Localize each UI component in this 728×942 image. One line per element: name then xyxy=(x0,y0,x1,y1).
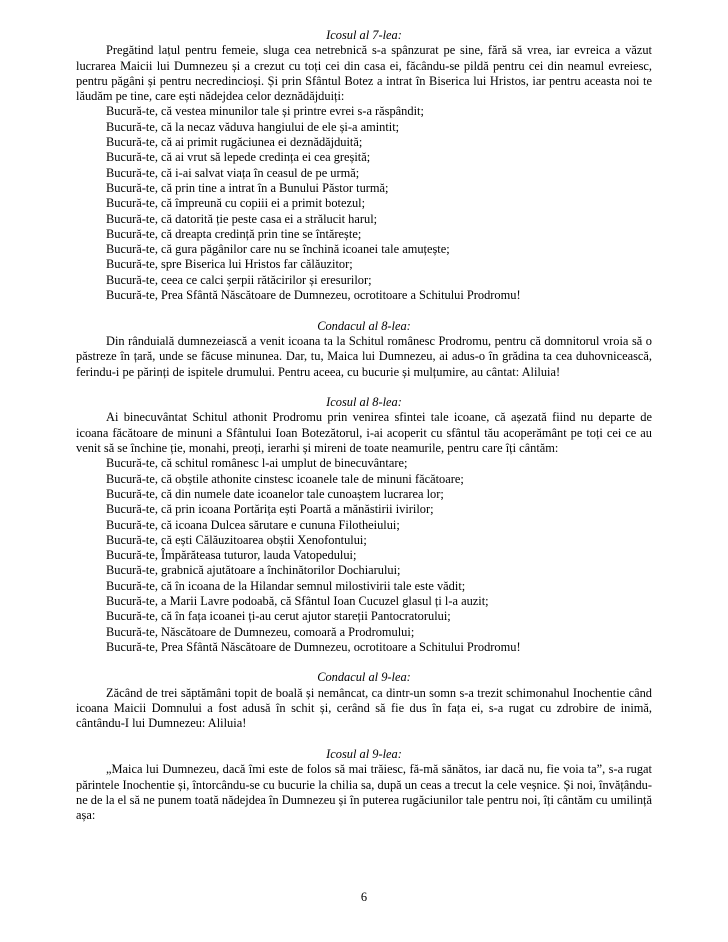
salutation-line: Bucură-te, grabnică ajutătoare a închinătorilor Dochiarului; xyxy=(106,563,401,578)
salutation-line: Bucură-te, că schitul românesc l-ai umplut de binecuvântare; xyxy=(106,456,408,471)
salutation-line: Bucură-te, că datorită ție peste casa ei a strălucit harul; xyxy=(106,211,378,226)
salutation-line: Bucură-te, a Marii Lavre podoabă, că Sfântul Ioan Cucuzel glasul ți l-a auzit; xyxy=(106,593,489,608)
section-heading: Icosul al 7-lea: xyxy=(326,28,402,42)
salutation-line: Bucură-te, că gura păgânilor care nu se închină icoanei tale amuțește; xyxy=(106,242,450,257)
salutation-line: Bucură-te, că dreapta credință prin tine se întărește; xyxy=(106,226,362,241)
section-condac-8 xyxy=(76,319,652,380)
section-icos-8 xyxy=(76,395,652,655)
salutation-line: Bucură-te, că prin tine a intrat în a Bunului Păstor turmă; xyxy=(106,180,389,195)
salutation-line: Bucură-te, că i-ai salvat viața în ceasul de pe urmă; xyxy=(106,165,360,180)
salutation-line: Bucură-te, că la necaz văduva hangiului de ele și-a amintit; xyxy=(106,119,400,134)
salutation-line: Bucură-te, Prea Sfântă Născătoare de Dumnezeu, ocrotitoare a Schitului Prodromu! xyxy=(106,288,521,303)
salutation-line: Bucură-te, Prea Sfântă Născătoare de Dumnezeu, ocrotitoare a Schitului Prodromu! xyxy=(106,639,521,654)
section-heading: Condacul al 9-lea: xyxy=(317,670,411,685)
section-gap xyxy=(76,732,652,747)
salutation-line: Bucură-te, că ai primit rugăciunea ei deznădăjduită; xyxy=(106,135,363,150)
section-gap xyxy=(76,303,652,318)
salutation-line: Bucură-te, că ești Călăuzitoarea obștii Xenofontului; xyxy=(106,532,367,547)
section-paragraph: Ai binecuvântat Schitul athonit Prodromu prin venirea sfintei tale icoane, că așezată fiind nu departe de icoana făcătoare de minuni a Sfântului Ioan Botezătorul, i-ai acoperit cu sfântul tău acoperământ pe toți cei ce au venit să se închine ție, monahi, preoți, ierarhi și mireni de toate neamurile, pentru care îți cântăm: xyxy=(76,410,652,456)
salutation-line: Bucură-te, că vestea minunilor tale și printre evrei s-a răspândit; xyxy=(106,104,424,119)
salutation-line: Bucură-te, ceea ce calci șerpii rătăcirilor și eresurilor; xyxy=(106,272,372,287)
section-heading: Icosul al 9-lea: xyxy=(326,746,402,761)
salutation-line: Bucură-te, că din numele date icoanelor tale cunoaștem lucrarea lor; xyxy=(106,486,444,501)
section-gap xyxy=(76,380,652,395)
salutation-line: Bucură-te, că ai vrut să lepede credința ei cea greșită; xyxy=(106,150,371,165)
section-condac-9 xyxy=(76,670,652,731)
section-icos-9 xyxy=(76,747,652,823)
salutation-line: Bucură-te, Împărăteasa tuturor, lauda Vatopedului; xyxy=(106,548,357,563)
salutation-line: Bucură-te, că împreună cu copiii ei a primit botezul; xyxy=(106,196,366,211)
page-number: 6 xyxy=(360,890,368,904)
section-paragraph: „Maica lui Dumnezeu, dacă îmi este de folos să mai trăiesc, fă-mă sănătos, iar dacă nu, fie voia ta”, s-a rugat părintele Inochentie și, întorcându-se cu bucurie la chilia sa, după un ceas a trecut la cele veșnice. Și noi, învățându-ne de la el să ne punem toată nădejdea în Dumnezeu și în puterea rugăciunilor tale pentru noi, îți cântăm cu umilință așa: xyxy=(76,762,652,823)
salutation-line: Bucură-te, spre Biserica lui Hristos far călăuzitor; xyxy=(106,257,353,272)
section-icos-7 xyxy=(76,28,652,303)
salutation-line: Bucură-te, că icoana Dulcea sărutare e cununa Filotheiului; xyxy=(106,517,400,532)
section-gap xyxy=(76,655,652,670)
section-paragraph: Pregătind lațul pentru femeie, sluga cea netrebnică s-a spânzurat pe sine, fără să vrea, iar evreica a văzut lucrarea Maicii lui Dumnezeu și a crezut cu toți cei din casa ei, făcându-se pildă pentru cei din neamul evreiesc, pentru păgâni și pentru necredincioși. Și prin Sfântul Botez a intrat în Biserica lui Hristos, iar pentru aceasta noi te lăudăm pe tine, care ești nădejdea celor deznădăjduiți: xyxy=(76,43,652,104)
salutation-line: Bucură-te, că prin icoana Portărița ești Poartă a mănăstirii ivirilor; xyxy=(106,502,434,517)
section-heading: Condacul al 8-lea: xyxy=(317,318,411,333)
section-heading: Icosul al 8-lea: xyxy=(326,395,402,410)
section-paragraph: Zăcând de trei săptămâni topit de boală și nemâncat, ca dintr-un somn s-a trezit schimonahul Inochentie când icoana Maicii Domnului a fost adusă în schit și, cerând să fie dus în fața ei, s-a rugat cu zdrobire de inimă, cântându-I lui Dumnezeu: Aliluia! xyxy=(76,685,652,731)
salutation-line: Bucură-te, că în icoana de la Hilandar semnul milostivirii tale este vădit; xyxy=(106,578,466,593)
salutation-line: Bucură-te, că obștile athonite cinstesc icoanele tale de minuni făcătoare; xyxy=(106,471,464,486)
salutation-line: Bucură-te, Născătoare de Dumnezeu, comoară a Prodromului; xyxy=(106,624,415,639)
section-paragraph: Din rânduială dumnezeiască a venit icoana ta la Schitul românesc Prodromu, pentru că domnitorul vroia să o păstreze în țară, unde se făcuse minunea. Dar, tu, Maica lui Dumnezeu, ai adus-o în grădina ta cea duhovnicească, ferindu-i pe părinți de ispitele drumului. Pentru aceea, cu bucurie și mulțumire, au cântat: Aliluia! xyxy=(76,333,652,379)
document-page xyxy=(76,28,652,823)
salutation-line: Bucură-te, că în fața icoanei ți-au cerut ajutor stareții Pantocratorului; xyxy=(106,609,451,624)
